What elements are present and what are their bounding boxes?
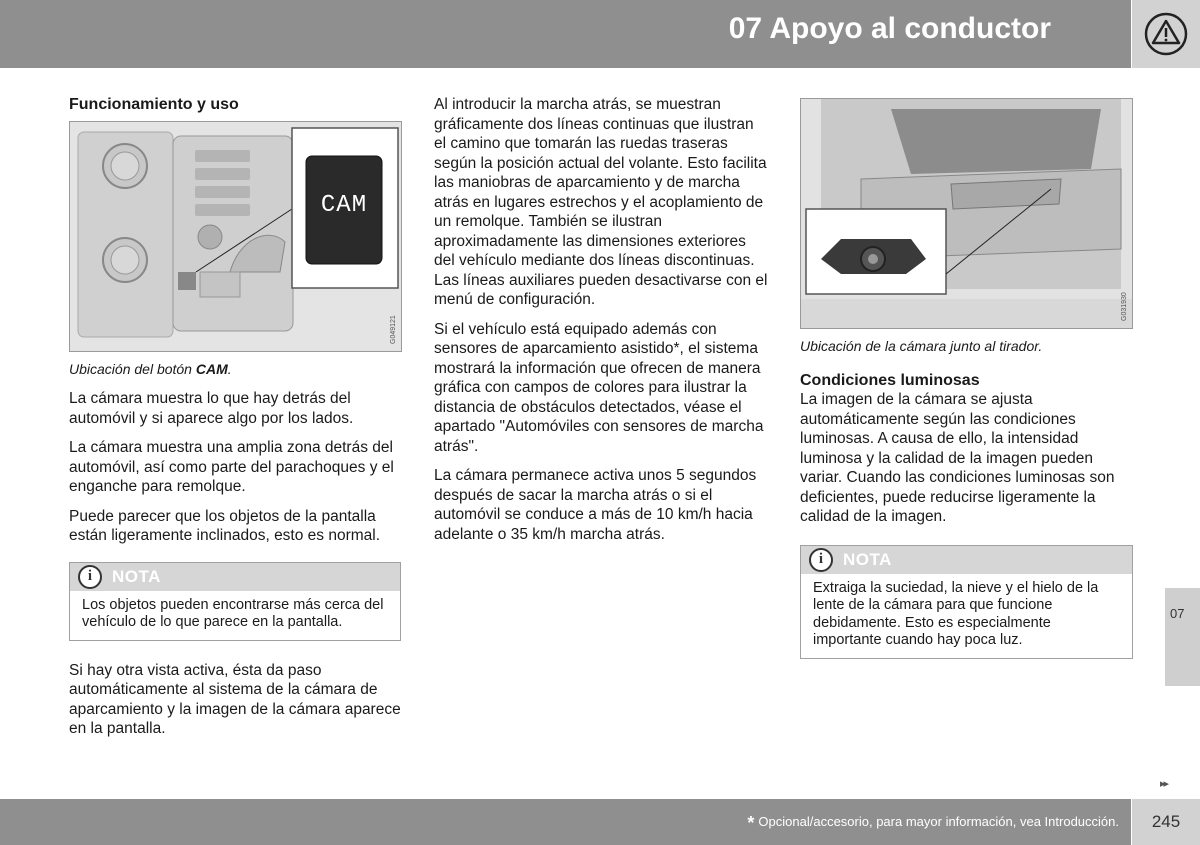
section-heading-operation: Funcionamiento y uso <box>69 96 239 113</box>
column-2 <box>434 95 769 554</box>
figure-caption: Ubicación de la cámara junto al tirador. <box>800 338 1043 354</box>
header-bar <box>0 0 1131 68</box>
chapter-tab <box>1165 588 1200 686</box>
info-icon: i <box>809 548 833 572</box>
page-title: 07 Apoyo al conductor <box>728 12 1051 45</box>
header-icon-box <box>1132 0 1200 68</box>
warning-triangle-icon <box>1144 12 1188 56</box>
section-heading-lighting: Condiciones luminosas <box>800 371 980 389</box>
paragraph: Puede parecer que los objetos de la pantalla están ligeramente inclinados, esto es normal. <box>69 507 381 544</box>
paragraph: Al introducir la marcha atrás, se muestran gráficamente dos líneas continuas que ilustran el camino que tomarán las ruedas traseras según la posición actual del volante. Esto facilita las maniobras de aparcamiento y de marcha atrás en lugares estrechos y el acoplamiento de un remolque. También se ilustran aproximadamente las dimensiones exteriores del vehículo mediante dos líneas discontinuas. Las líneas auxiliares pueden desactivarse con el menú de configuración. <box>434 96 768 308</box>
figure-code: G049121 <box>390 314 397 344</box>
paragraph: La cámara muestra lo que hay detrás del automóvil y si aparece algo por los lados. <box>69 390 354 427</box>
column-3 <box>800 98 1133 679</box>
cam-button-figure <box>69 121 402 352</box>
chapter-tab-label: 07 <box>1170 606 1185 621</box>
caption-bold: CAM <box>195 360 228 377</box>
caption-suffix: . <box>227 360 232 377</box>
paragraph: Si hay otra vista activa, ésta da paso automáticamente al sistema de la cámara de aparcamiento y la imagen de la cámara aparece en la pantalla. <box>69 661 401 737</box>
camera-location-figure <box>800 98 1133 329</box>
paragraph: Si el vehículo está equipado además con sensores de aparcamiento asistido*, el sistema mostrará la información que ofrecen de manera gráfica con campos de colores para ilustrar la distancia de obstáculos detectados, véase el apartado "Automóviles con sensores de marcha atrás". <box>434 320 764 455</box>
footer-star: * <box>747 813 755 833</box>
continue-arrows-icon: ▸▸ <box>1160 778 1168 790</box>
note-body: Extraiga la suciedad, la nieve y el hielo de la lente de la cámara para que funcione debidamente. Esto es especialmente importante cuando hay poca luz. <box>813 579 1099 648</box>
note-header <box>801 546 1132 574</box>
info-icon: i <box>78 565 102 589</box>
figure-caption <box>69 360 401 380</box>
paragraph: La cámara muestra una amplia zona detrás del automóvil, así como parte del parachoques y el enganche para remolque. <box>69 439 394 495</box>
caption-text: Ubicación del botón <box>69 360 196 377</box>
tailgate-illustration <box>801 99 1132 328</box>
note-title: NOTA <box>112 566 161 586</box>
footer-note <box>747 813 1119 834</box>
note-box <box>800 545 1133 659</box>
note-box <box>69 562 401 641</box>
column-1 <box>69 95 401 749</box>
center-console-illustration <box>70 122 401 351</box>
figure-code: G031930 <box>1121 292 1128 321</box>
note-header <box>70 563 400 591</box>
footer-bar <box>0 799 1131 845</box>
footer-text: Opcional/accesorio, para mayor información, vea Introducción. <box>758 814 1119 829</box>
cam-button-label: CAM <box>320 191 368 219</box>
paragraph: La imagen de la cámara se ajusta automáticamente según las condiciones luminosas. A causa de ello, la intensidad luminosa y la calidad de la imagen pueden variar. Cuando las condiciones luminosas son deficientes, puede reducirse ligeramente la calidad de la imagen. <box>800 391 1115 525</box>
paragraph: La cámara permanece activa unos 5 segundos después de sacar la marcha atrás o si el automóvil se conduce a más de 10 km/h hacia adelante o 35 km/h marcha atrás. <box>434 467 757 543</box>
note-body: Los objetos pueden encontrarse más cerca del vehículo de lo que parece en la pantalla. <box>82 596 384 630</box>
note-title: NOTA <box>843 549 892 569</box>
page-number: 245 <box>1132 799 1200 845</box>
